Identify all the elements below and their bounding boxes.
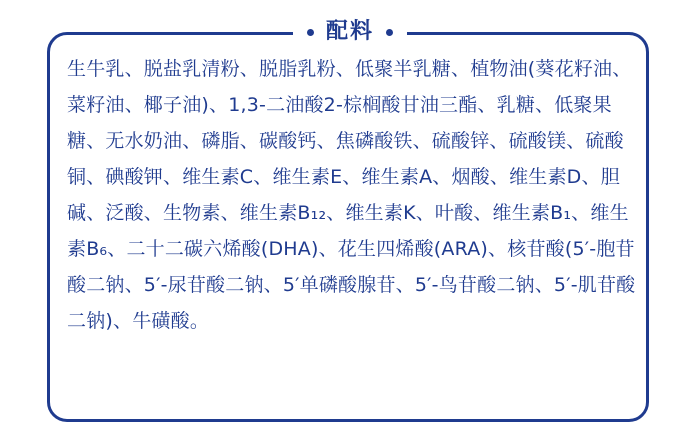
panel-title: 配料 (325, 19, 375, 44)
panel-title-wrap (293, 17, 407, 47)
title-right-dot (386, 29, 393, 36)
title-left-dot (307, 29, 314, 36)
ingredients-list: 生牛乳、脱盐乳清粉、脱脂乳粉、低聚半乳糖、植物油(葵花籽油、菜籽油、椰子油)、1,3-二油酸2-棕榈酸甘油三酯、乳糖、低聚果糖、无水奶油、磷脂、碳酸钙、焦磷酸铁、硫酸锌、硫酸镁、硫酸铜、碘酸钾、维生素C、维生素E、维生素A、烟酸、维生素D、胆碱、泛酸、生物素、维生素B₁₂、维生素K、叶酸、维生素B₁、维生素B₆、二十二碳六烯酸(DHA)、花生四烯酸(ARA)、核苷酸(5′-胞苷酸二钠、5′-尿苷酸二钠、5′单磷酸腺苷、5′-鸟苷酸二钠、5′-肌苷酸二钠)、牛磺酸。 (67, 58, 636, 332)
